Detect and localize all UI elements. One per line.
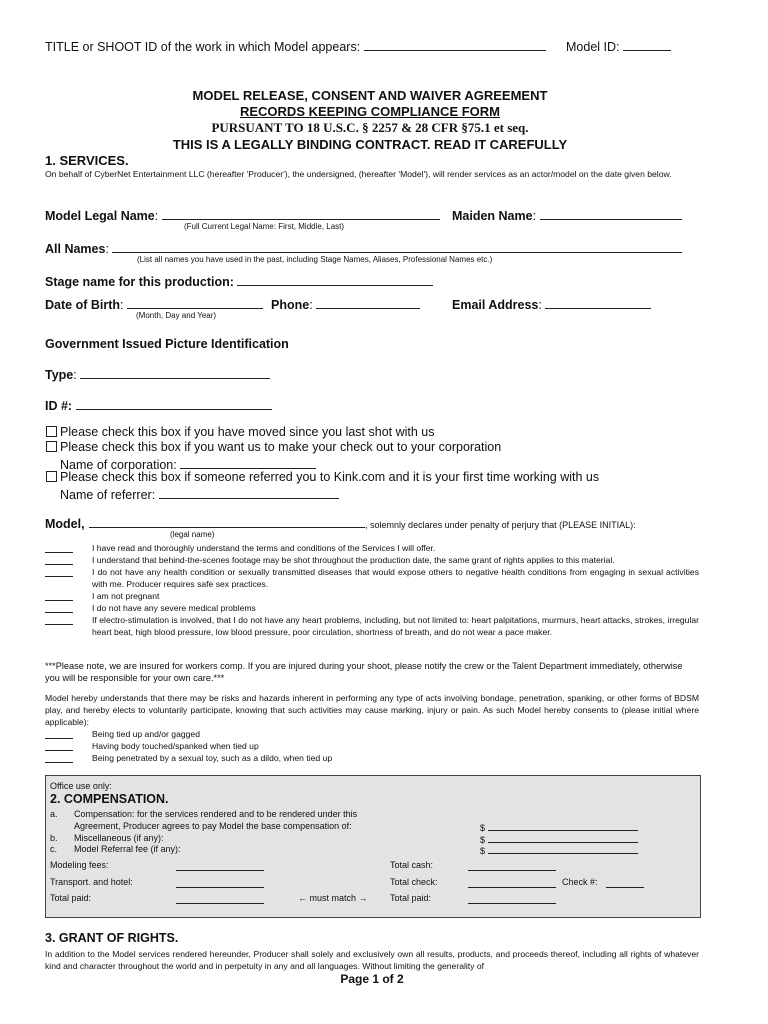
comp-b-text: Miscellaneous (if any): <box>74 833 164 843</box>
corporation-checkbox[interactable] <box>46 441 57 452</box>
phone-row: Phone: <box>271 296 420 312</box>
stage-name-label: Stage name for this production: <box>45 275 234 289</box>
transport-hotel-field[interactable] <box>176 877 264 888</box>
check-number-field[interactable] <box>606 877 644 888</box>
declaration-name-field[interactable] <box>89 515 365 528</box>
legal-name-hint: (Full Current Legal Name: First, Middle, Last) <box>184 222 345 231</box>
initial-field[interactable] <box>45 590 73 601</box>
consent-item-text: Being penetrated by a sexual toy, such as a dildo, when tied up <box>92 753 333 763</box>
initial-field[interactable] <box>45 566 73 577</box>
page-number: Page 1 of 2 <box>340 972 404 986</box>
all-names-field[interactable] <box>112 240 682 253</box>
corp-checkbox-row <box>46 440 501 454</box>
initial-item-text: I am not pregnant <box>92 591 160 601</box>
grant-heading: 3. GRANT OF RIGHTS. <box>45 931 179 945</box>
services-intro: On behalf of CyberNet Entertainment LLC (hereafter 'Producer'), the undersigned, (hereafter 'Model'), will render services as an actor/model on the date given below. <box>45 169 672 179</box>
id-type-label: Type <box>45 368 74 382</box>
all-names-hint: (List all names you have used in the past, including Stage Names, Aliases, Professional Names etc.) <box>137 255 493 264</box>
declaration-row <box>45 515 636 533</box>
binding-notice: THIS IS A LEGALLY BINDING CONTRACT. READ IT CAREFULLY <box>172 137 568 152</box>
initial-list <box>45 542 699 638</box>
model-id-label: Model ID: <box>566 40 620 54</box>
dollar-sign: $ <box>480 846 486 856</box>
legal-name-field[interactable] <box>162 207 440 220</box>
consent-initial-field[interactable] <box>45 752 73 763</box>
risk-text: Model hereby understands that there may be risks and hazards inherent in performing any type of acts involving bondage, penetration, spanking, or other forms of BDSM play, and hereby elects to voluntarily participate, knowing that such activities may cause marking, injury or pain. As such Model hereby consents to (please initial where applicable): <box>45 693 699 727</box>
email-label: Email Address <box>452 298 539 312</box>
form-subtitle: RECORDS KEEPING COMPLIANCE FORM <box>239 104 500 119</box>
model-label: Model, <box>45 517 85 531</box>
id-number-row <box>45 397 272 413</box>
initial-item <box>45 554 699 566</box>
shoot-id-field[interactable] <box>364 38 546 51</box>
total-paid-right-field[interactable] <box>468 893 556 904</box>
maiden-name-field[interactable] <box>540 207 682 220</box>
comp-a-label: a. <box>50 809 58 819</box>
misc-field[interactable] <box>488 833 638 843</box>
base-compensation-field[interactable] <box>488 821 638 831</box>
total-paid-right-label: Total paid: <box>390 893 432 903</box>
consent-initial-field[interactable] <box>45 728 73 739</box>
total-paid-field[interactable] <box>176 893 264 904</box>
consent-list <box>45 728 699 764</box>
consent-item-text: Being tied up and/or gagged <box>92 729 200 739</box>
declaration-name-hint: (legal name) <box>170 530 215 539</box>
consent-item <box>45 752 699 764</box>
dob-label: Date of Birth <box>45 298 120 312</box>
initial-item <box>45 602 699 614</box>
referred-checkbox-label: Please check this box if someone referred you to Kink.com and it is your first time working with us <box>60 470 600 484</box>
initial-item-text: I have read and thoroughly understand the terms and conditions of the Services I will offer. <box>92 543 436 553</box>
base-comp-row <box>480 821 638 833</box>
total-cash-field[interactable] <box>468 860 556 871</box>
initial-field[interactable] <box>45 554 73 565</box>
modeling-fees-label: Modeling fees: <box>50 860 109 870</box>
referrer-field[interactable] <box>159 486 339 499</box>
referrer-label: Name of referrer: <box>60 488 156 502</box>
check-number-label: Check #: <box>562 877 598 887</box>
corporation-checkbox-label: Please check this box if you want us to make your check out to your corporation <box>60 440 502 454</box>
must-match-note: ← must match → <box>298 893 368 903</box>
id-number-field[interactable] <box>76 397 272 410</box>
initial-item <box>45 542 699 554</box>
compensation-heading: 2. COMPENSATION. <box>50 792 169 806</box>
total-check-field[interactable] <box>468 877 556 888</box>
maiden-name-row: Maiden Name: <box>452 207 682 223</box>
email-field[interactable] <box>545 296 651 309</box>
moved-checkbox[interactable] <box>46 426 57 437</box>
declaration-text: , solemnly declares under penalty of perjury that (PLEASE INITIAL): <box>365 520 636 530</box>
referred-checkbox-row <box>46 470 599 484</box>
stage-name-field[interactable] <box>237 273 433 286</box>
model-id-row <box>566 38 671 54</box>
comp-a-text-1: Compensation: for the services rendered and to be rendered under this <box>74 809 358 819</box>
referrer-row <box>60 486 339 502</box>
comp-c-label: c. <box>50 844 58 854</box>
statute-reference: PURSUANT TO 18 U.S.C. § 2257 & 28 CFR §75.1 et seq. <box>211 120 529 135</box>
dob-hint: (Month, Day and Year) <box>136 311 217 320</box>
initial-item-text: I do not have any health condition or sexually transmitted diseases that would expose others to negative health conditions from engaging in sexual activities with me. Producer requires safe sex practices. <box>92 567 699 589</box>
initial-item-text: If electro-stimulation is involved, that I do not have any heart problems, including, but not limited to: heart palpitations, murmurs, heart attacks, strokes, irregular heart beat, high blood pressure, low blood pressure, poor circulation, shortness of breath, and do not wear a pace maker. <box>92 615 699 637</box>
model-id-field[interactable] <box>623 38 671 51</box>
initial-field[interactable] <box>45 602 73 613</box>
insurance-note: ***Please note, we are insured for workers comp. If you are injured during your shoot, please notify the crew or the Talent Department immediately, otherwise you will be responsible for your own care.*** <box>45 661 683 683</box>
office-use-box <box>45 775 701 918</box>
initial-field[interactable] <box>45 614 73 625</box>
initial-item-text: I understand that behind-the-scenes footage may be shot throughout the production date, the same grant of rights applies to this material. <box>92 555 615 565</box>
initial-item <box>45 590 699 602</box>
id-type-row: Type: <box>45 366 270 382</box>
corporation-name-field[interactable] <box>180 456 316 469</box>
moved-checkbox-label: Please check this box if you have moved since you last shot with us <box>60 425 435 439</box>
comp-b-label: b. <box>50 833 58 843</box>
consent-initial-field[interactable] <box>45 740 73 751</box>
email-row: Email Address: <box>452 296 651 312</box>
id-type-field[interactable] <box>80 366 270 379</box>
grant-text: In addition to the Model services rendered hereunder, Producer shall solely and exclusively own all results, products, and proceeds thereof, including all rights of whatever kind and character throughout the world and in perpetuity in any and all languages. Without limiting the generality of <box>45 949 699 971</box>
shoot-id-row <box>45 38 546 54</box>
dollar-sign: $ <box>480 835 486 845</box>
total-check-label: Total check: <box>390 877 438 887</box>
comp-a-text-2: Agreement, Producer agrees to pay Model the base compensation of: <box>74 821 352 831</box>
shoot-id-label: TITLE or SHOOT ID of the work in which Model appears: <box>45 40 361 54</box>
services-heading: 1. SERVICES. <box>45 153 129 168</box>
modeling-fees-field[interactable] <box>176 860 264 871</box>
comp-c-text: Model Referral fee (if any): <box>74 844 181 854</box>
all-names-label: All Names <box>45 242 106 256</box>
transport-hotel-label: Transport. and hotel: <box>50 877 133 887</box>
consent-item <box>45 740 699 752</box>
stage-name-row <box>45 273 433 289</box>
id-number-label: ID #: <box>45 399 73 413</box>
dob-field[interactable] <box>127 296 263 309</box>
maiden-name-label: Maiden Name <box>452 209 533 223</box>
office-use-label: Office use only: <box>50 781 112 791</box>
corporation-name-label: Name of corporation: <box>60 458 177 472</box>
referral-fee-field[interactable] <box>488 844 638 854</box>
consent-item <box>45 728 699 740</box>
initial-item-text: I do not have any severe medical problems <box>92 603 256 613</box>
dollar-sign: $ <box>480 823 486 833</box>
initial-field[interactable] <box>45 542 73 553</box>
all-names-row: All Names: <box>45 240 682 256</box>
phone-field[interactable] <box>316 296 420 309</box>
dob-row: Date of Birth: <box>45 296 263 312</box>
total-cash-label: Total cash: <box>390 860 434 870</box>
moved-checkbox-row <box>46 425 435 439</box>
initial-item <box>45 614 699 638</box>
referral-fee-row <box>480 844 638 856</box>
legal-name-row: Model Legal Name: <box>45 207 440 223</box>
phone-label: Phone <box>271 298 310 312</box>
legal-name-label: Model Legal Name <box>45 209 155 223</box>
gov-id-heading: Government Issued Picture Identification <box>45 337 289 351</box>
form-title: MODEL RELEASE, CONSENT AND WAIVER AGREEMENT <box>192 88 548 103</box>
consent-item-text: Having body touched/spanked when tied up <box>92 741 259 751</box>
total-paid-label: Total paid: <box>50 893 92 903</box>
referred-checkbox[interactable] <box>46 471 57 482</box>
initial-item <box>45 566 699 590</box>
